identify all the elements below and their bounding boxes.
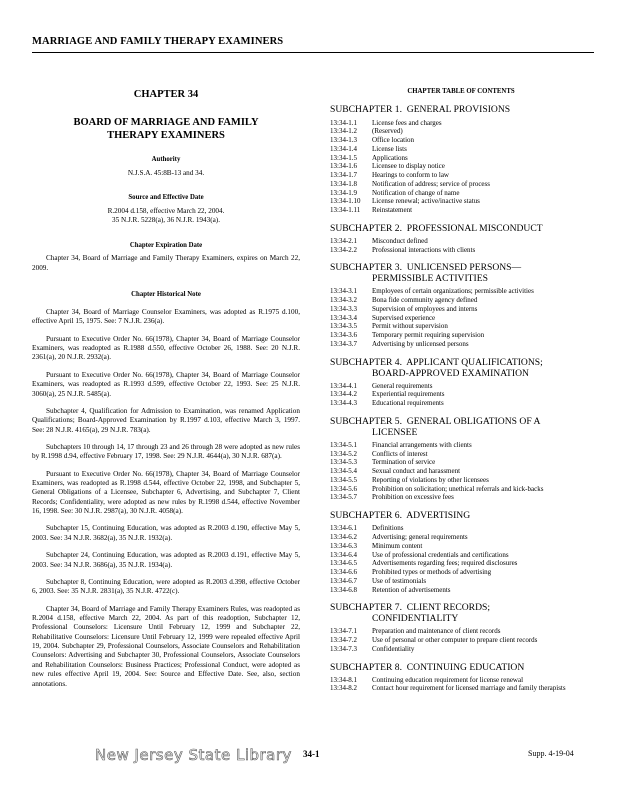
section-title: Confidentiality: [372, 644, 415, 653]
section-title: License lists: [372, 144, 407, 153]
subchapter-heading-line: LICENSEE: [372, 426, 418, 438]
section-title: Prohibition on solicitation; unethical referrals and kick-backs: [372, 484, 544, 493]
page-number: 34-1: [303, 749, 320, 759]
section-title: Termination of service: [372, 458, 436, 467]
authority-heading: Authority: [151, 155, 181, 163]
toc-entry[interactable]: [330, 450, 592, 459]
subchapter-heading-line: SUBCHAPTER 6. ADVERTISING: [330, 510, 471, 522]
section-title: Notification of address; service of process: [372, 179, 490, 188]
section-number: 13:34-3.6: [330, 331, 358, 340]
toc-entry[interactable]: [330, 676, 592, 685]
toc-entry[interactable]: [330, 340, 592, 349]
toc-entry[interactable]: [330, 533, 592, 542]
toc-entry[interactable]: [330, 542, 592, 551]
section-number: 13:34-6.8: [330, 585, 358, 594]
toc-entry[interactable]: [330, 485, 592, 494]
section-number: 13:34-1.8: [330, 179, 358, 188]
section-title: Sexual conduct and harassment: [372, 467, 461, 476]
section-title: Supervision of employees and interns: [372, 304, 478, 313]
section-title: Educational requirements: [372, 399, 444, 408]
toc-entry[interactable]: [330, 684, 592, 693]
board-name-line: THERAPY EXAMINERS: [107, 129, 225, 141]
section-number: 13:34-5.3: [330, 458, 358, 467]
toc-entry[interactable]: [330, 314, 592, 323]
toc-entry[interactable]: [330, 145, 592, 154]
subchapter-heading-line: SUBCHAPTER 2. PROFESSIONAL MISCONDUCT: [330, 222, 543, 234]
toc-entry[interactable]: [330, 127, 592, 136]
subchapter-heading: [330, 262, 592, 284]
history-paragraph: Subchapter 15, Continuing Education, was adopted as R.2003 d.190, effective May 5, 2003. See: 34 N.J.R. 3682(a), 35 N.J.R. 1932(a).: [32, 524, 300, 542]
section-number: 13:34-1.1: [330, 118, 358, 127]
subchapter-heading-line: SUBCHAPTER 4. APPLICANT QUALIFICATIONS;: [330, 356, 543, 368]
toc-entry[interactable]: [330, 171, 592, 180]
toc-entry[interactable]: [330, 154, 592, 163]
running-head: MARRIAGE AND FAMILY THERAPY EXAMINERS: [32, 36, 284, 47]
history-paragraph: Subchapter 4, Qualification for Admission to Examination, was renamed Application Qualifications; Board-Approved Examination by R.1997 d.103, effective March 3, 1997. See: 28 N.J.R. 4165(a), 29 N.J.R. 783(a).: [32, 406, 300, 434]
section-title: Hearings to conform to law: [372, 171, 449, 180]
section-title: Permit without supervision: [372, 322, 448, 331]
toc-entry[interactable]: [330, 636, 592, 645]
section-number: 13:34-1.4: [330, 144, 358, 153]
library-watermark: New Jersey State Library: [95, 746, 292, 764]
expiration-heading: Chapter Expiration Date: [129, 241, 203, 249]
subchapter-heading-line: CONFIDENTIALITY: [372, 613, 459, 625]
section-title: Licensee to display notice: [372, 162, 445, 171]
section-number: 13:34-1.10: [330, 197, 361, 206]
section-number: 13:34-1.2: [330, 127, 358, 136]
section-title: Misconduct defined: [372, 236, 428, 245]
subchapter-heading: [330, 416, 592, 438]
toc-entry[interactable]: [330, 568, 592, 577]
subchapter-heading: [330, 662, 592, 673]
section-number: 13:34-5.4: [330, 467, 358, 476]
section-title: Prohibited types or methods of advertising: [372, 568, 492, 577]
history-paragraph: Subchapter 8, Continuing Education, were adopted as R.2003 d.398, effective October 6, 2003. See: 35 N.J.R. 2831(a), 35 N.J.R. 4722(c).: [32, 577, 300, 596]
subchapter-heading: [330, 223, 592, 234]
header-rule: [32, 52, 594, 53]
toc-entry[interactable]: [330, 322, 592, 331]
toc-entry[interactable]: [330, 246, 592, 255]
section-number: 13:34-5.1: [330, 440, 358, 449]
section-number: 13:34-6.3: [330, 541, 358, 550]
section-title: Office location: [372, 136, 415, 145]
section-number: 13:34-1.9: [330, 188, 358, 197]
section-number: 13:34-1.7: [330, 171, 358, 180]
section-number: 13:34-8.2: [330, 684, 358, 693]
section-title: Bona fide community agency defined: [372, 296, 478, 305]
source-line: 35 N.J.R. 5228(a), 36 N.J.R. 1943(a).: [111, 216, 220, 225]
toc-entry[interactable]: [330, 237, 592, 246]
toc-entry[interactable]: [330, 287, 592, 296]
toc-entry[interactable]: [330, 458, 592, 467]
section-number: 13:34-2.2: [330, 245, 358, 254]
section-number: 13:34-1.11: [330, 206, 361, 215]
history-paragraph: Subchapters 10 through 14, 17 through 23 and 26 through 28 were adopted as new rules by R.1998 d.94, effective February 17, 1998. See: 29 N.J.R. 4644(a), 30 N.J.R. 687(a).: [32, 442, 300, 461]
section-title: Continuing education requirement for license renewal: [372, 675, 524, 684]
section-title: Use of personal or other computer to prepare client records: [372, 636, 538, 645]
section-number: 13:34-7.1: [330, 627, 358, 636]
section-title: Supervised experience: [372, 313, 436, 322]
toc-list: [330, 104, 592, 693]
toc-entry[interactable]: [330, 206, 592, 215]
section-number: 13:34-3.4: [330, 313, 358, 322]
toc-entry[interactable]: [330, 559, 592, 568]
subchapter-heading-line: PERMISSIBLE ACTIVITIES: [372, 273, 488, 285]
section-number: 13:34-2.1: [330, 236, 358, 245]
history-notes: [32, 308, 300, 689]
toc-entry[interactable]: [330, 551, 592, 560]
toc-entry[interactable]: [330, 577, 592, 586]
section-title: Use of professional credentials and certifications: [372, 550, 509, 559]
section-number: 13:34-6.5: [330, 559, 358, 568]
toc-entry[interactable]: [330, 467, 592, 476]
section-number: 13:34-8.1: [330, 675, 358, 684]
toc-entry[interactable]: [330, 627, 592, 636]
section-number: 13:34-6.4: [330, 550, 358, 559]
section-title: General requirements: [372, 381, 433, 390]
section-title: Minimum content: [372, 541, 423, 550]
section-number: 13:34-3.2: [330, 296, 358, 305]
source-line: R.2004 d.158, effective March 22, 2004.: [107, 206, 225, 215]
authority-text: N.J.S.A. 45:8B-13 and 34.: [127, 168, 205, 177]
supplement-date: Supp. 4-19-04: [528, 749, 574, 758]
section-number: 13:34-4.1: [330, 381, 358, 390]
section-number: 13:34-3.5: [330, 322, 358, 331]
expiration-text: Chapter 34, Board of Marriage and Family Therapy Examiners, expires on March 22, 2009.: [32, 254, 300, 272]
section-title: Advertisements regarding fees; required disclosures: [372, 559, 518, 568]
toc-entry[interactable]: [330, 493, 592, 502]
toc-entry[interactable]: [330, 189, 592, 198]
toc-entry[interactable]: [330, 476, 592, 485]
history-paragraph: Chapter 34, Board of Marriage and Family Therapy Examiners Rules, was readopted as R.2004 d.158, effective March 22, 2004. As part of this readoption, Subchapter 12, Professional Counselors: Licensure Until February 12, 1999 and Subchapter 22, Rehabilitative Counselors: Licensure Until February 12, 1999 were repealed effective April 19, 2004. Subchapter 29, Professional Counselors, Associate Counselors and Rehabilitation Counselors: Advertising and Subchapter 30, Professional Counselors, Associate Counselors and Rehabilitation Counselors: Business Practices; Professional Conduct, were adopted as new rules effective April 19, 2004. See: Source and Effective Date. See, also, section annotations.: [32, 604, 300, 688]
section-title: Notification of change of name: [372, 188, 460, 197]
section-number: 13:34-6.1: [330, 524, 358, 533]
section-number: 13:34-3.3: [330, 304, 358, 313]
toc-entry[interactable]: [330, 586, 592, 595]
source-heading: Source and Effective Date: [128, 194, 204, 202]
toc-entry[interactable]: [330, 524, 592, 533]
history-paragraph: Chapter 34, Board of Marriage Counselor Examiners, was adopted as R.1975 d.100, effective April 15, 1975. See: 7 N.J.R. 236(a).: [32, 308, 300, 326]
toc-entry[interactable]: [330, 390, 592, 399]
toc-entry[interactable]: [330, 119, 592, 128]
section-number: 13:34-6.6: [330, 568, 358, 577]
toc-entry[interactable]: [330, 296, 592, 305]
section-number: 13:34-4.3: [330, 399, 358, 408]
history-paragraph: Pursuant to Executive Order No. 66(1978), Chapter 34, Board of Marriage Counselor Examiners, was readopted as R.1993 d.599, effective October 22, 1993. See: 25 N.J.R. 3060(a), 25 N.J.R. 5485(a).: [32, 370, 300, 398]
subchapter-heading-line: SUBCHAPTER 7. CLIENT RECORDS;: [330, 602, 491, 614]
history-paragraph: Pursuant to Executive Order No. 66(1978), Chapter 34, Board of Marriage Counselor Examiners, was readopted as R.1998 d.544, effective October 22, 1998, and Subchapter 5, General Obligations of a Licensee, Subchapter 6, Advertising, and Subchapter 7, Client Records; Confidentiality, were adopted as new rules by R.1998 d.544, effective November 16, 1998. See: 30 N.J.R. 2987(a), 30 N.J.R. 4058(a).: [32, 469, 300, 516]
section-title: License renewal; active/inactive status: [372, 197, 480, 206]
section-title: Advertising; general requirements: [372, 533, 468, 542]
section-number: 13:34-1.6: [330, 162, 358, 171]
section-title: Reporting of violations by other licensees: [372, 475, 489, 484]
toc-entry[interactable]: [330, 645, 592, 654]
section-title: License fees and charges: [372, 118, 442, 127]
subchapter-heading-line: SUBCHAPTER 8. CONTINUING EDUCATION: [330, 661, 525, 673]
section-title: Reinstatement: [372, 206, 413, 215]
toc-title: CHAPTER TABLE OF CONTENTS: [407, 88, 515, 95]
section-title: Financial arrangements with clients: [372, 440, 472, 449]
section-number: 13:34-5.6: [330, 484, 358, 493]
toc-entry[interactable]: [330, 136, 592, 145]
section-number: 13:34-3.7: [330, 339, 358, 348]
section-number: 13:34-5.5: [330, 475, 358, 484]
subchapter-heading: [330, 104, 592, 115]
toc-entry[interactable]: [330, 331, 592, 340]
section-number: 13:34-6.2: [330, 533, 358, 542]
section-title: Employees of certain organizations; permissible activities: [372, 287, 534, 296]
subchapter-heading-line: SUBCHAPTER 5. GENERAL OBLIGATIONS OF A: [330, 415, 541, 427]
table-of-contents: [330, 88, 592, 693]
section-title: Contact hour requirement for licensed marriage and family therapists: [372, 684, 566, 693]
chapter-heading: CHAPTER 34: [133, 89, 199, 100]
subchapter-heading: [330, 357, 592, 379]
subchapter-heading: [330, 510, 592, 521]
section-number: 13:34-1.3: [330, 136, 358, 145]
section-number: 13:34-6.7: [330, 576, 358, 585]
toc-entry[interactable]: [330, 305, 592, 314]
toc-entry[interactable]: [330, 197, 592, 206]
section-title: Retention of advertisements: [372, 585, 451, 594]
board-name-line: BOARD OF MARRIAGE AND FAMILY: [73, 116, 259, 128]
section-title: Professional interactions with clients: [372, 245, 476, 254]
section-number: 13:34-7.3: [330, 644, 358, 653]
toc-entry[interactable]: [330, 441, 592, 450]
section-title: Use of testimonials: [372, 576, 427, 585]
section-number: 13:34-5.2: [330, 449, 358, 458]
toc-entry[interactable]: [330, 399, 592, 408]
section-title: Definitions: [372, 524, 404, 533]
section-title: Advertising by unlicensed persons: [372, 339, 469, 348]
section-title: Preparation and maintenance of client records: [372, 627, 501, 636]
section-title: Applications: [372, 153, 408, 162]
section-title: Prohibition on excessive fees: [372, 493, 454, 502]
subchapter-heading-line: SUBCHAPTER 3. UNLICENSED PERSONS—: [330, 262, 522, 274]
toc-entry[interactable]: [330, 162, 592, 171]
board-name: [66, 116, 266, 142]
history-paragraph: Subchapter 24, Continuing Education, was adopted as R.2003 d.191, effective May 5, 2003. See: 34 N.J.R. 3686(a), 35 N.J.R. 1934(a).: [32, 551, 300, 569]
section-title: Conflicts of interest: [372, 449, 428, 458]
subchapter-heading: [330, 602, 592, 624]
section-number: 13:34-5.7: [330, 493, 358, 502]
section-number: 13:34-7.2: [330, 636, 358, 645]
section-title: Temporary permit requiring supervision: [372, 331, 485, 340]
section-number: 13:34-4.2: [330, 390, 358, 399]
history-heading: Chapter Historical Note: [131, 291, 201, 299]
history-paragraph: Pursuant to Executive Order No. 66(1978), Chapter 34, Board of Marriage Counselor Examiners, was readopted as R.1988 d.550, effective October 26, 1988. See: 20 N.J.R. 2361(a), 20 N.J.R. 2932(a).: [32, 334, 300, 362]
subchapter-heading-line: SUBCHAPTER 1. GENERAL PROVISIONS: [330, 104, 511, 116]
section-number: 13:34-1.5: [330, 153, 358, 162]
section-title: Experiential requirements: [372, 390, 445, 399]
left-column: [32, 88, 300, 697]
subchapter-heading-line: BOARD-APPROVED EXAMINATION: [372, 367, 529, 379]
toc-entry[interactable]: [330, 382, 592, 391]
toc-entry[interactable]: [330, 180, 592, 189]
section-number: 13:34-3.1: [330, 287, 358, 296]
section-title: (Reserved): [372, 127, 403, 136]
